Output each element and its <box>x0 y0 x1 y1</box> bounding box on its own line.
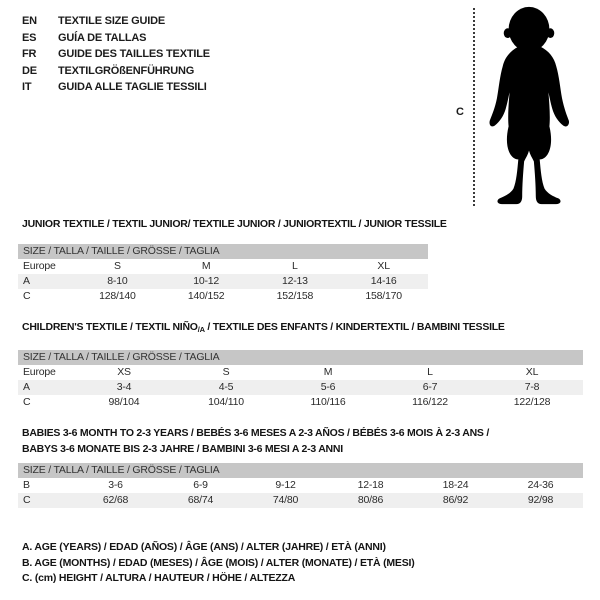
legend-line-b: B. AGE (MONTHS) / EDAD (MESES) / ÂGE (MOIS) / ALTER (MONATE) / ETÀ (MESI) <box>22 556 415 569</box>
language-row-en <box>22 13 210 30</box>
children-section-heading: CHILDREN'S TEXTILE / TEXTIL NIÑO/A / TEXTILE DES ENFANTS / KINDERTEXTIL / BAMBINI TESSILE <box>22 321 505 334</box>
babies-heading-line2: BABYS 3-6 MONATE BIS 2-3 JAHRE / BAMBINI 3-6 MESI A 2-3 ANNI <box>22 443 343 455</box>
language-code: IT <box>22 81 32 93</box>
language-code: ES <box>22 31 37 44</box>
babies-size-table <box>18 463 583 508</box>
guide-title-de: TEXTILGRÖßENFÜHRUNG <box>58 64 195 77</box>
table-row-age-months: B 3-6 6-9 9-12 12-18 18-24 24-36 <box>23 479 554 491</box>
table-row-height: C 128/140 140/152 152/158 158/170 <box>23 290 402 302</box>
language-code: DE <box>22 64 37 77</box>
legend-line-c: C. (cm) HEIGHT / ALTURA / HAUTEUR / HÖHE / ALTEZZA <box>22 572 296 584</box>
babies-heading-line1: BABIES 3-6 MONTH TO 2-3 YEARS / BEBÉS 3-6 MESES A 2-3 AÑOS / BÉBÉS 3-6 MOIS À 2-3 ANS / <box>22 427 490 439</box>
guide-title-it: GUIDA ALLE TAGLIE TESSILI <box>58 81 207 93</box>
language-row-es <box>22 30 210 47</box>
children-size-table <box>18 350 583 410</box>
table-row-age: A 3-4 4-5 5-6 6-7 7-8 <box>18 380 583 395</box>
language-title-list <box>22 13 210 96</box>
baby-silhouette-image <box>482 4 576 208</box>
size-table-header: SIZE / TALLA / TAILLE / GRÖSSE / TAGLIA <box>18 244 428 259</box>
table-row-height: C 62/68 68/74 74/80 80/86 86/92 92/98 <box>18 493 583 508</box>
language-code: FR <box>22 48 37 60</box>
junior-section-heading: JUNIOR TEXTILE / TEXTIL JUNIOR/ TEXTILE JUNIOR / JUNIORTEXTIL / JUNIOR TESSILE <box>22 218 447 230</box>
junior-size-table <box>18 244 428 304</box>
size-table-header: SIZE / TALLA / TAILLE / GRÖSSE / TAGLIA <box>18 463 583 478</box>
babies-section-heading <box>22 425 489 457</box>
guide-title-es: GUÍA DE TALLAS <box>58 31 147 44</box>
language-row-fr <box>22 46 210 63</box>
guide-title-fr: GUIDE DES TAILLES TEXTILE <box>58 48 210 60</box>
table-row-europe: Europe S M L XL <box>23 260 390 272</box>
language-row-it <box>22 79 210 96</box>
table-row-europe: Europe XS S M L XL <box>23 366 539 378</box>
legend-line-a: A. AGE (YEARS) / EDAD (AÑOS) / ÂGE (ANS) / ALTER (JAHRE) / ETÀ (ANNI) <box>22 541 386 553</box>
height-measure-dotted-line <box>473 8 475 206</box>
measure-legend <box>22 540 415 587</box>
language-row-de <box>22 63 210 80</box>
language-code: EN <box>22 15 37 27</box>
height-label: C <box>456 106 464 118</box>
table-row-height: C 98/104 104/110 110/116 116/122 122/128 <box>23 396 551 408</box>
guide-title-en: TEXTILE SIZE GUIDE <box>58 15 166 27</box>
table-row-age: A 8-10 10-12 12-13 14-16 <box>18 274 428 289</box>
size-table-header: SIZE / TALLA / TAILLE / GRÖSSE / TAGLIA <box>18 350 583 365</box>
